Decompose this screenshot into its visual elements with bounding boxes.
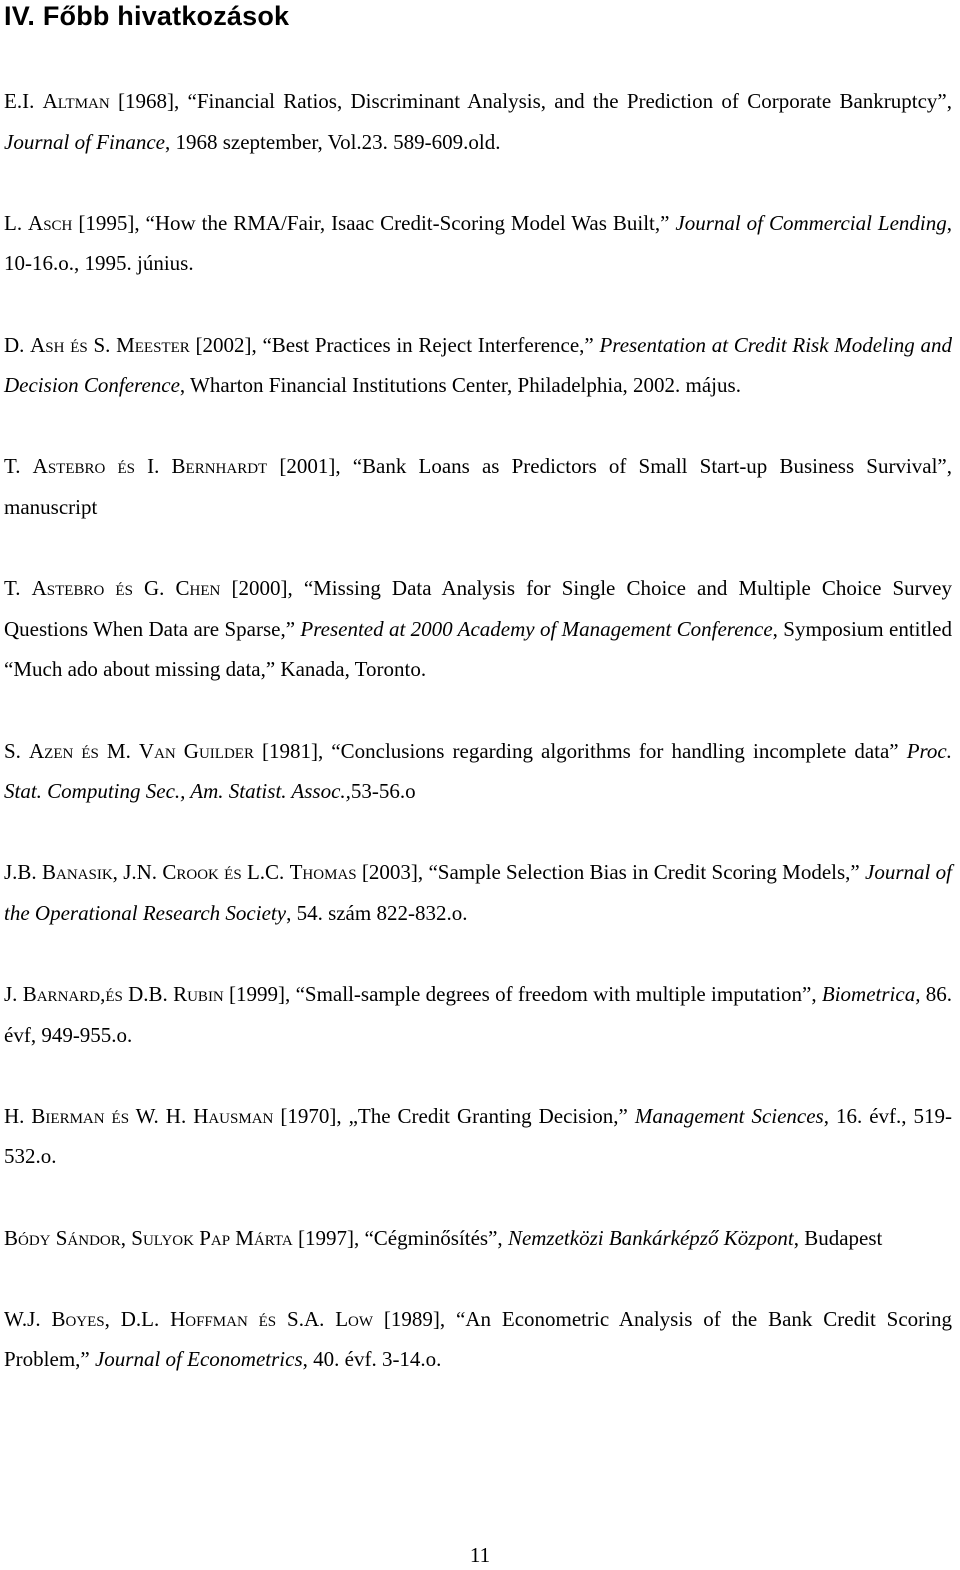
publication-title: Biometrica,	[821, 982, 921, 1007]
publication-title: Management Sciences	[634, 1103, 824, 1128]
reference-entry	[4, 325, 952, 406]
reference-entry	[4, 203, 952, 284]
reference-entry	[4, 1218, 952, 1259]
reference-text: D.B.	[122, 982, 174, 1007]
reference-text: T.	[4, 576, 32, 601]
author-name: Astebro és	[31, 576, 133, 601]
reference-entry	[4, 1299, 952, 1380]
section-heading: IV. Főbb hivatkozások	[4, 1, 290, 31]
reference-text: W. H.	[129, 1103, 194, 1128]
author-name: Asch	[28, 210, 73, 235]
publication-title: Proc. Stat. Computing Sec., Am. Statist. Assoc.,	[4, 738, 952, 804]
author-name: Thomas	[289, 860, 357, 885]
author-name: Boyes	[51, 1306, 105, 1331]
author-name: Bierman és	[31, 1103, 130, 1128]
reference-text: , 1968 szeptember, Vol.23. 589-609.old.	[164, 129, 501, 154]
reference-text: [2000], “Missing Data Analysis for Single Choice and Multiple Choice Survey Questions When Data are Sparse,”	[4, 576, 952, 641]
reference-text: L.C.	[241, 860, 290, 885]
publication-title: Presentation at Credit Risk Modeling and Decision Conference	[4, 332, 952, 398]
reference-text: , D.L.	[104, 1306, 171, 1331]
reference-entry	[4, 974, 952, 1055]
reference-entry	[4, 731, 952, 812]
reference-text: , 54. szám 822-832.o.	[286, 900, 468, 925]
reference-text: 86. évf, 949-955.o.	[4, 982, 952, 1047]
reference-text: L.	[4, 210, 29, 235]
publication-title: Presented at 2000 Academy of Management Conference	[300, 616, 773, 641]
publication-title: Journal of Finance	[4, 129, 165, 154]
reference-text: [1995], “How the RMA/Fair, Isaac Credit-Scoring Model Was Built,”	[72, 210, 676, 235]
reference-text: D.	[4, 332, 31, 357]
author-name: Crook és	[162, 860, 242, 885]
author-name: Low	[335, 1306, 374, 1331]
reference-text: ,	[120, 1225, 132, 1250]
reference-entry	[4, 852, 952, 933]
reference-list	[4, 81, 952, 1380]
author-name: Sulyok Pap Márta	[131, 1225, 293, 1250]
author-name: Van Guilder	[138, 738, 254, 763]
reference-text: S.A.	[276, 1306, 336, 1331]
reference-text: [2001], “Bank Loans as Predictors of Small Start-up Business Survival”, manuscript	[4, 454, 952, 519]
page-number: 11	[469, 1543, 491, 1567]
reference-entry	[4, 81, 952, 162]
reference-text: G.	[132, 576, 176, 601]
reference-entry	[4, 1096, 952, 1177]
reference-entry	[4, 568, 952, 690]
reference-text: S.	[4, 738, 29, 763]
reference-entry	[4, 446, 952, 527]
publication-title: Nemzetközi Bankárképző Központ	[507, 1225, 794, 1250]
reference-text: , 10-16.o., 1995. június.	[4, 210, 953, 276]
publication-title: Journal of Commercial Lending	[675, 210, 947, 235]
reference-text: I.	[135, 454, 172, 479]
reference-text: H.	[4, 1103, 32, 1128]
author-name: Meester	[116, 332, 190, 357]
reference-text: E.I.	[4, 89, 43, 113]
reference-text: M.	[98, 738, 139, 763]
reference-text: 53-56.o	[350, 779, 416, 804]
author-name: Hausman	[193, 1103, 274, 1128]
reference-text: , Symposium entitled “Much ado about missing data,” Kanada, Toronto.	[4, 616, 952, 682]
author-name: Chen	[175, 576, 221, 601]
reference-text: J.	[4, 982, 23, 1007]
reference-text: , 16. évf., 519-532.o.	[4, 1103, 952, 1169]
author-name: Ash és	[30, 332, 88, 357]
reference-text: [1970], „The Credit Granting Decision,”	[273, 1103, 635, 1128]
author-name: Azen és	[28, 738, 99, 763]
reference-text: T.	[4, 454, 33, 479]
reference-text: J.B.	[4, 860, 42, 885]
author-name: Altman	[42, 89, 110, 113]
reference-text: [1981], “Conclusions regarding algorithms for handling incomplete data”	[253, 738, 907, 763]
author-name: Bódy Sándor	[4, 1225, 121, 1250]
author-name: Rubin	[173, 982, 224, 1007]
reference-text: , Budapest	[793, 1225, 883, 1250]
reference-text: , 40. évf. 3-14.o.	[302, 1347, 442, 1372]
reference-text: [1989], “An Econometric Analysis of the Bank Credit Scoring Problem,”	[4, 1306, 952, 1372]
reference-text: , Wharton Financial Institutions Center, Philadelphia, 2002. május.	[179, 373, 741, 398]
reference-text: [1968], “Financial Ratios, Discriminant Analysis, and the Prediction of Corporate Bankruptcy”,	[109, 89, 952, 113]
author-name: Barnard,és	[22, 982, 123, 1007]
reference-text: , J.N.	[112, 860, 163, 885]
reference-text: S.	[87, 332, 117, 357]
publication-title: Journal of Econometrics	[94, 1347, 303, 1372]
reference-text: W.J.	[4, 1306, 52, 1331]
reference-text: [1999], “Small-sample degrees of freedom with multiple imputation”,	[223, 982, 822, 1007]
author-name: Bernhardt	[171, 454, 268, 479]
publication-title: Journal of the Operational Research Society	[4, 860, 953, 925]
author-name: Hoffman és	[170, 1306, 277, 1331]
reference-text: [2002], “Best Practices in Reject Interference,”	[189, 332, 600, 357]
reference-text: [1997], “Cégminősítés”,	[292, 1225, 508, 1250]
author-name: Banasik	[41, 860, 113, 885]
author-name: Astebro és	[32, 454, 135, 479]
reference-text: [2003], “Sample Selection Bias in Credit Scoring Models,”	[356, 860, 866, 885]
